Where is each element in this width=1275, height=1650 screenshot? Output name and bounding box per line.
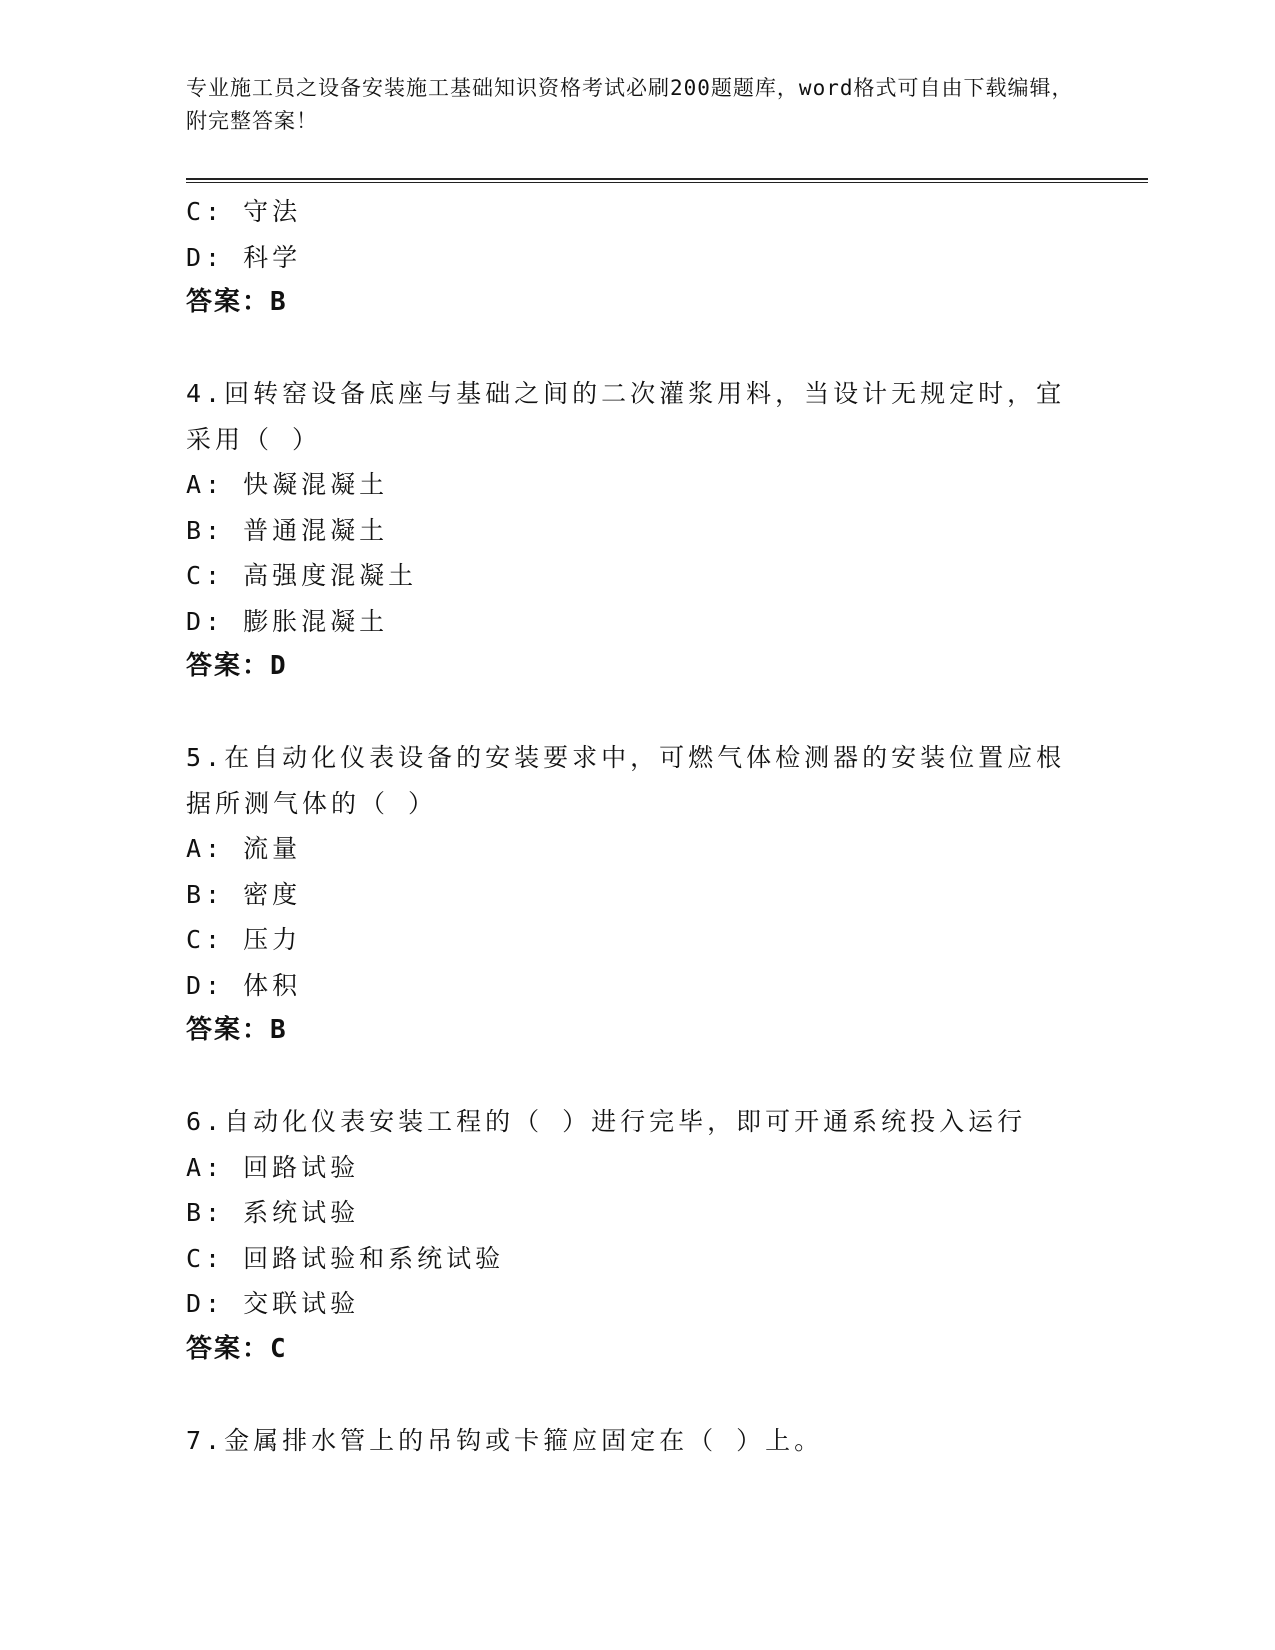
q5-option-a: A: 流量: [186, 834, 302, 863]
q5-option-c: C: 压力: [186, 925, 302, 954]
q4-answer: 答案：D: [186, 651, 288, 681]
question-6: [186, 1099, 1086, 1372]
q4-option-a: A: 快凝混凝土: [186, 470, 389, 499]
q5-stem-line-2: 据所测气体的（ ）: [186, 788, 438, 818]
q6-stem: 6.自动化仪表安装工程的（ ）进行完毕，即可开通系统投入运行: [186, 1107, 1027, 1136]
question-4: [186, 371, 1086, 690]
question-3: [186, 189, 1086, 326]
q4-option-d: D: 膨胀混凝土: [186, 606, 389, 636]
q3-option-d: D: 科学: [186, 242, 302, 272]
q6-option-a: A: 回路试验: [186, 1152, 360, 1182]
spacer: [186, 1372, 1086, 1418]
q3-answer: 答案：B: [186, 287, 288, 317]
q3-option-c: C: 守法: [186, 197, 302, 226]
q5-option-d: D: 体积: [186, 970, 302, 1000]
q4-option-b: B: 普通混凝土: [186, 515, 389, 545]
question-5: [186, 735, 1086, 1054]
q7-stem: 7.金属排水管上的吊钩或卡箍应固定在（ ）上。: [186, 1425, 824, 1455]
q4-option-c: C: 高强度混凝土: [186, 561, 418, 590]
question-7: [186, 1418, 1086, 1464]
q4-stem-line-2: 采用（ ）: [186, 424, 322, 454]
spacer: [186, 690, 1086, 736]
q6-option-d: D: 交联试验: [186, 1289, 360, 1318]
q5-option-b: B: 密度: [186, 879, 302, 909]
q6-option-b: B: 系统试验: [186, 1198, 360, 1227]
q5-stem-line-1: 5.在自动化仪表设备的安装要求中，可燃气体检测器的安装位置应根: [186, 743, 1066, 772]
document-header-title: 专业施工员之设备安装施工基础知识资格考试必刷200题题库，word格式可自由下载编辑，附完整答案！: [186, 76, 1074, 133]
spacer: [186, 326, 1086, 372]
q4-stem-line-1: 4.回转窑设备底座与基础之间的二次灌浆用料，当设计无规定时，宜: [186, 379, 1066, 408]
q6-answer: 答案：C: [186, 1333, 288, 1364]
header-divider: [186, 178, 1148, 183]
q5-answer: 答案：B: [186, 1015, 288, 1045]
q6-option-c: C: 回路试验和系统试验: [186, 1243, 505, 1273]
question-list: [186, 189, 1086, 1463]
spacer: [186, 1054, 1086, 1100]
